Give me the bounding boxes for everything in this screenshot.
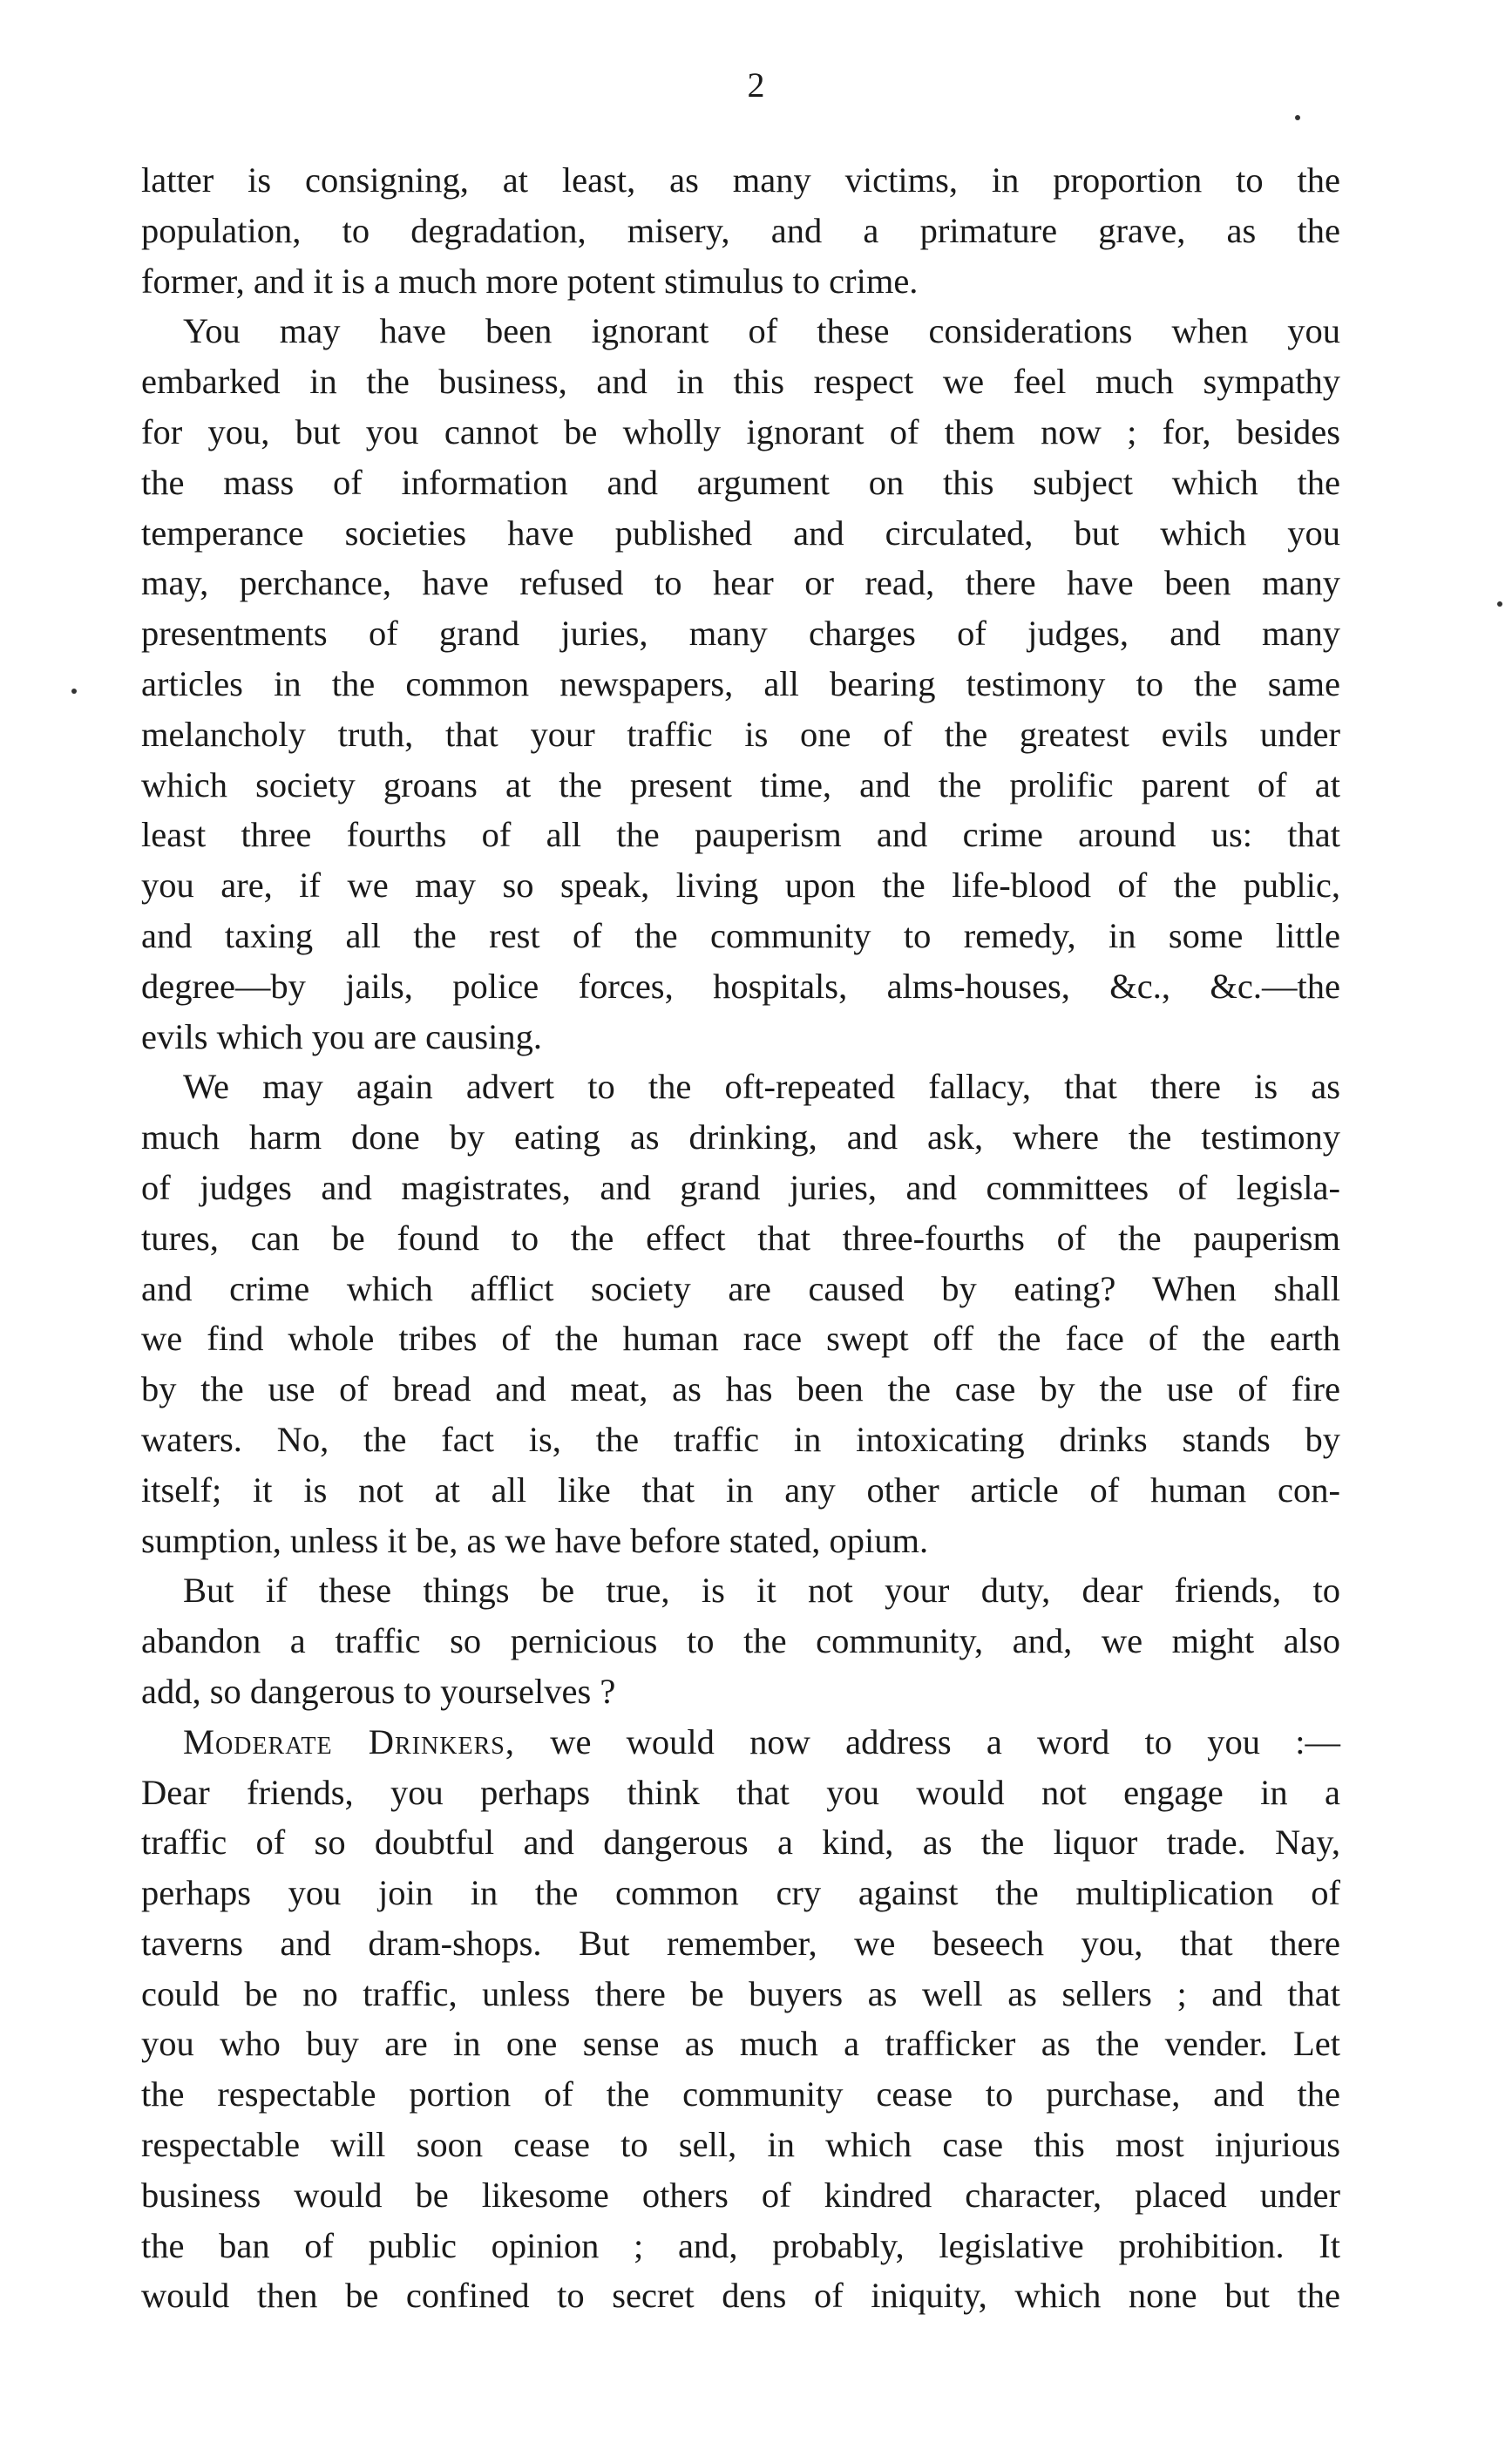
paragraph [141,306,1340,1062]
text-line: for you, but you cannot be wholly ignorant of them now ; for, besides [141,411,1340,451]
text-line: articles in the common newspapers, all bearing testimony to the same [141,663,1340,703]
text-line: latter is consigning, at least, as many victims, in proportion to the [141,160,1340,200]
text-line: by the use of bread and meat, as has been the case by the use of fire [141,1369,1340,1409]
text-line: waters. No, the fact is, the traffic in intoxicating drinks stands by [141,1419,1340,1459]
text-line: we find whole tribes of the human race swept off the face of the earth [141,1319,1340,1359]
paragraph [141,1062,1340,1565]
text-line: perhaps you join in the common cry against the multiplication of [141,1873,1340,1913]
text-line: would then be confined to secret dens of iniquity, which none but the [141,2276,1340,2316]
text-line: of judges and magistrates, and grand juries, and committees of legisla- [141,1167,1340,1207]
text-line: the ban of public opinion ; and, probably, legislative prohibition. It [141,2225,1340,2265]
text-line [141,1717,1340,1768]
text-line: We may again advert to the oft-repeated fallacy, that there is as [183,1067,1340,1107]
paragraph [141,155,1340,306]
text-line: and taxing all the rest of the community to remedy, in some little [141,915,1340,955]
text-line: the mass of information and argument on this subject which the [141,462,1340,502]
scan-speck [71,689,77,694]
text-line: taverns and dram-shops. But remember, we beseech you, that there [141,1923,1340,1963]
section-lead-in: Moderate Drinkers, [183,1721,515,1761]
text-line: could be no traffic, unless there be buyers as well as sellers ; and that [141,1973,1340,2013]
paragraph [141,1717,1340,2322]
text-line: population, to degradation, misery, and a primature grave, as the [141,210,1340,250]
text-line: former, and it is a much more potent stimulus to crime. [141,261,919,301]
text-line: tures, can be found to the effect that three-fourths of the pauperism [141,1218,1340,1258]
text-line: which society groans at the present time, and the prolific parent of at [141,764,1340,804]
text-line: abandon a traffic so pernicious to the community, and, we might also [141,1621,1340,1661]
text-line: Dear friends, you perhaps think that you would not engage in a [141,1772,1340,1812]
text-line: embarked in the business, and in this respect we feel much sympathy [141,362,1340,402]
text-line: degree—by jails, police forces, hospitals, alms-houses, &c., &c.—the [141,966,1340,1006]
text-line: traffic of so doubtful and dangerous a kind, as the liquor trade. Nay, [141,1822,1340,1863]
paragraph [141,1565,1340,1716]
text-line: itself; it is not at all like that in any other article of human con- [141,1469,1340,1510]
text-line: you who buy are in one sense as much a trafficker as the vender. Let [141,2024,1340,2064]
body-text [141,155,1340,2321]
scan-speck [1295,115,1300,120]
text-line: But if these things be true, is it not your duty, dear friends, to [183,1571,1340,1611]
text-line: and crime which afflict society are caused by eating? When shall [141,1268,1340,1308]
text-line: You may have been ignorant of these considerations when you [183,311,1340,351]
text-line: the respectable portion of the community cease to purchase, and the [141,2074,1340,2114]
scan-speck [1497,601,1502,607]
text-line: you are, if we may so speak, living upon the life-blood of the public, [141,865,1340,906]
text-line: business would be likesome others of kindred character, placed under [141,2175,1340,2215]
text-line: sumption, unless it be, as we have before stated, opium. [141,1520,929,1560]
text-line: add, so dangerous to yourselves ? [141,1671,616,1711]
text-line-content: we would now address a word to you :— [514,1721,1340,1761]
text-line: presentments of grand juries, many charges of judges, and many [141,614,1340,654]
text-line: much harm done by eating as drinking, and ask, where the testimony [141,1117,1340,1157]
text-line: melancholy truth, that your traffic is one of the greatest evils under [141,714,1340,754]
text-line: evils which you are causing. [141,1016,542,1056]
text-line: may, perchance, have refused to hear or read, there have been many [141,563,1340,603]
text-line: respectable will soon cease to sell, in which case this most injurious [141,2125,1340,2165]
text-line: temperance societies have published and circulated, but which you [141,512,1340,553]
page-number: 2 [747,65,765,105]
text-line: least three fourths of all the pauperism and crime around us: that [141,815,1340,855]
